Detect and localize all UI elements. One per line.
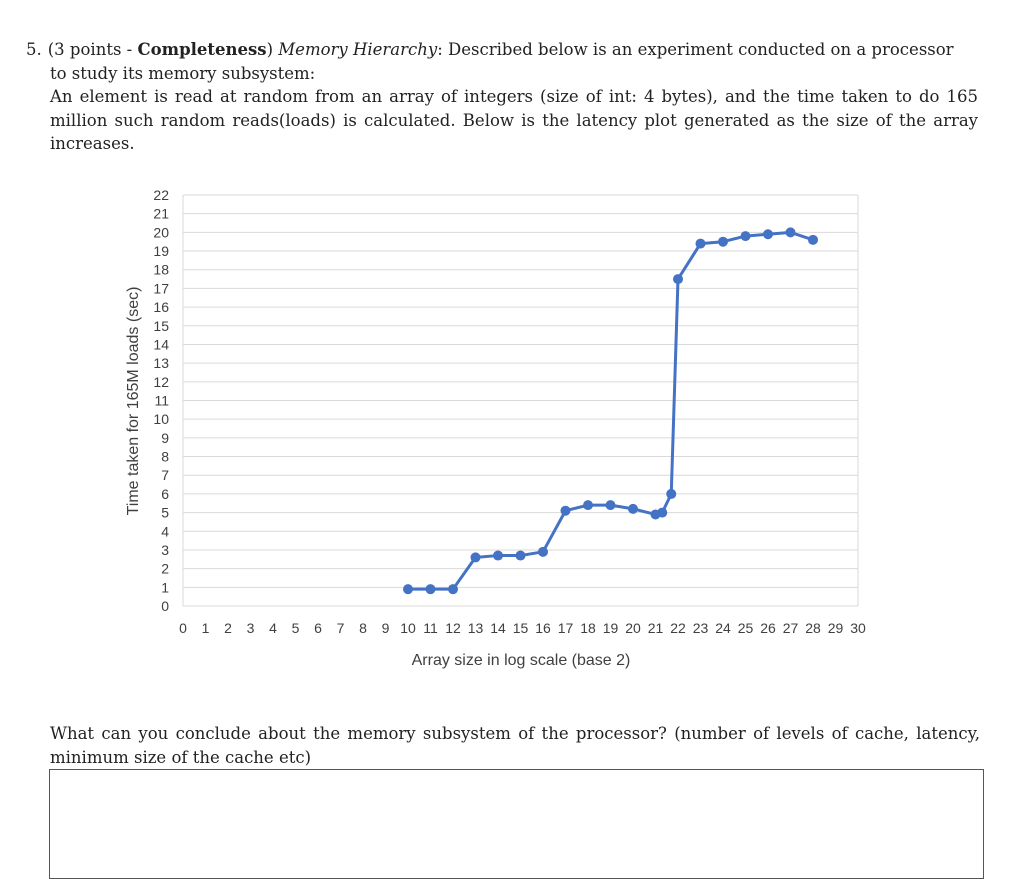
- x-tick-label: 3: [246, 620, 255, 636]
- data-point: [657, 508, 667, 518]
- y-tick-label: 13: [153, 355, 169, 372]
- data-point: [741, 231, 751, 241]
- x-tick-label: 0: [179, 620, 187, 636]
- data-point: [628, 504, 638, 514]
- y-tick-label: 4: [161, 523, 169, 540]
- x-tick-label: 18: [580, 620, 596, 636]
- y-tick-label: 0: [161, 598, 169, 614]
- data-point: [808, 235, 818, 245]
- x-axis-label: Array size in log scale (base 2): [411, 652, 631, 669]
- data-point: [696, 239, 706, 249]
- points-open: (3 points -: [47, 40, 138, 59]
- x-tick-label: 26: [760, 620, 776, 636]
- x-tick-label: 30: [850, 620, 866, 636]
- y-tick-label: 7: [161, 467, 169, 484]
- x-tick-labels: [179, 620, 866, 636]
- series-line-path: [408, 232, 813, 589]
- latency-chart: [110, 180, 880, 675]
- data-point: [786, 227, 796, 237]
- x-tick-label: 8: [359, 620, 367, 636]
- points-criterion: Completeness: [137, 40, 267, 59]
- y-tick-label: 18: [153, 261, 169, 278]
- question-number: 5.: [26, 40, 42, 59]
- x-tick-label: 9: [381, 620, 390, 636]
- data-point: [666, 489, 676, 499]
- question-header-line: [26, 38, 978, 62]
- y-tick-label: 10: [153, 411, 169, 428]
- y-tick-label: 3: [161, 541, 169, 558]
- x-tick-label: 27: [782, 620, 799, 636]
- question-topic: Memory Hierarchy: [278, 40, 438, 59]
- x-tick-label: 22: [670, 620, 686, 636]
- y-tick-label: 22: [153, 187, 169, 203]
- x-tick-label: 15: [512, 620, 529, 636]
- y-tick-label: 15: [153, 317, 169, 334]
- x-tick-label: 17: [557, 620, 574, 636]
- x-tick-label: 2: [224, 620, 232, 636]
- intro-line-2: to study its memory subsystem:: [50, 63, 316, 83]
- x-tick-label: 24: [715, 620, 731, 636]
- x-tick-label: 1: [201, 620, 210, 636]
- y-axis-label: Time taken for 165M loads (sec): [125, 286, 142, 516]
- y-tick-label: 19: [153, 243, 169, 260]
- y-tick-label: 9: [161, 429, 169, 446]
- x-tick-label: 11: [423, 620, 438, 636]
- x-tick-label: 21: [647, 620, 664, 636]
- y-tick-label: 2: [161, 560, 169, 577]
- x-tick-label: 5: [291, 620, 300, 636]
- y-tick-labels: [153, 187, 169, 614]
- x-tick-label: 25: [737, 620, 754, 636]
- x-tick-label: 28: [805, 620, 821, 636]
- y-tick-label: 1: [161, 579, 169, 596]
- x-tick-label: 4: [269, 620, 277, 636]
- y-tick-label: 11: [154, 392, 169, 409]
- answer-box[interactable]: [49, 769, 984, 879]
- x-tick-label: 23: [692, 620, 709, 636]
- x-tick-label: 10: [400, 620, 416, 636]
- y-tick-label: 21: [153, 205, 169, 222]
- y-tick-label: 16: [153, 299, 169, 316]
- y-tick-label: 5: [161, 504, 169, 521]
- points-close: ): [266, 40, 274, 59]
- data-point: [561, 506, 571, 516]
- y-tick-label: 17: [153, 280, 169, 297]
- intro-line-1: Described below is an experiment conducted on a processor: [442, 40, 954, 59]
- data-point: [538, 547, 548, 557]
- x-tick-label: 12: [445, 620, 461, 636]
- question-text: [26, 38, 978, 156]
- data-point: [426, 584, 436, 594]
- data-point: [718, 237, 728, 247]
- x-tick-label: 29: [827, 620, 844, 636]
- x-tick-label: 13: [467, 620, 484, 636]
- question-prompt: What can you conclude about the memory subsystem of the processor? (number of levels of cache, latency, minimum size of the cache etc): [50, 724, 980, 767]
- x-tick-label: 6: [314, 620, 322, 636]
- data-point: [583, 500, 593, 510]
- data-point: [516, 551, 526, 561]
- x-tick-label: 7: [336, 620, 345, 636]
- data-point: [471, 552, 481, 562]
- y-tick-label: 14: [153, 336, 169, 353]
- gridlines: [183, 195, 858, 606]
- x-tick-label: 20: [625, 620, 641, 636]
- x-tick-label: 14: [490, 620, 506, 636]
- topic-colon: :: [437, 40, 443, 59]
- data-point: [493, 551, 503, 561]
- y-tick-label: 8: [161, 448, 169, 465]
- data-point: [673, 274, 683, 284]
- data-point: [606, 500, 616, 510]
- y-tick-label: 20: [153, 224, 169, 241]
- series-points: [403, 227, 818, 594]
- data-point: [448, 584, 458, 594]
- experiment-description: An element is read at random from an array of integers (size of int: 4 bytes), and the time taken to do 165 million such random reads(loads) is calculated. Below is the latency plot generated as the size of the array increases.: [50, 87, 978, 153]
- data-point: [763, 229, 773, 239]
- data-point: [403, 584, 413, 594]
- x-tick-label: 16: [535, 620, 551, 636]
- y-tick-label: 6: [161, 485, 169, 502]
- x-tick-label: 19: [602, 620, 619, 636]
- series-line: [408, 232, 813, 589]
- y-tick-label: 12: [153, 373, 169, 390]
